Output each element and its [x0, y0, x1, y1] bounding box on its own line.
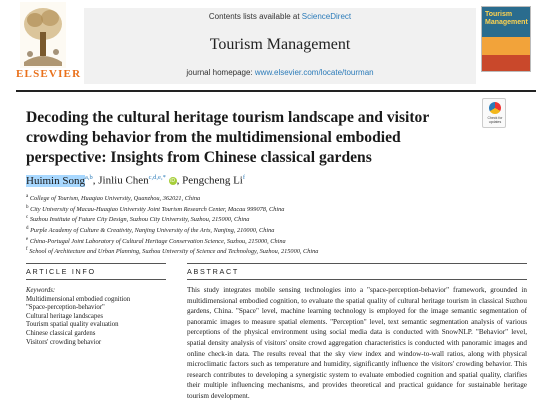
author-affiliation-marks[interactable]: a,b [84, 174, 93, 181]
keywords-section [26, 287, 166, 347]
journal-header [0, 0, 553, 88]
sciencedirect-link[interactable]: ScienceDirect [301, 12, 352, 21]
journal-title[interactable]: Tourism Management [209, 36, 351, 53]
keyword-item: Tourism spatial quality evaluation [26, 321, 119, 329]
homepage-line [84, 68, 476, 77]
journal-banner [84, 8, 476, 84]
article-info-top-rule [26, 263, 166, 264]
author-list: Huimin Song$^{a,b}$, Jinliu Chen$^{c,d,e,*}$ iD , Pengcheng Li$^f$ [26, 174, 246, 187]
affiliation-item: $^f$ School of Architecture and Urban Planning, Suzhou University of Science and Technology, Suzhou, 215000, China [26, 247, 319, 256]
journal-cover-thumbnail[interactable] [481, 6, 531, 72]
affiliation-list [26, 193, 506, 257]
keyword-item: Chinese classical gardens [26, 329, 96, 337]
crossmark-icon [489, 102, 501, 114]
cover-graphic-lower [482, 55, 531, 72]
affiliation-item: $^d$ Purple Academy of Culture & Creativity, Nanjing University of the Arts, Nanjing, 210000, China [26, 226, 275, 235]
affiliation-item: $^a$ College of Tourism, Huaqiao University, Quanzhou, 362021, China [26, 194, 201, 203]
affiliation-item: $^c$ Suzhou Institute of Future City Design, Suzhou City University, Suzhou, 215000, China [26, 215, 250, 224]
author-affiliation-marks[interactable]: f [242, 174, 246, 181]
check-for-updates-button[interactable] [482, 98, 506, 128]
article-info-heading: ARTICLE INFO [26, 267, 96, 276]
author-name[interactable]: Pengcheng Li [182, 174, 243, 187]
abstract-body: This study integrates mobile sensing technologies into a "space-perception-behavior" framework, grounded in multidimensional embodied cognition, to evaluate the spatial quality of cultural heritage tourism in classical Suzhou gardens, China. "Space" level, machine learning technology is employed for the image semantic segmentation of panoramic images to measure spatial elements. "Perception" level, text semantic segmentation analysis of various perceptions of the physical environment using social media data is conducted with SnowNLP. "Behavior" level, spatial density analysis of visitors' onsite crowd aggregation characteristics is conducted with panoramic images and online check-in data. The results reveal that the sky view index and window-to-wall ratios, along with physical microclimatic factors such as temperature and humidity, significantly influence the visitors' crowding behavior. This research contributes to developing a synergistic system to evaluate embodied cognition and spatial quality, clarifies their multiple influencing mechanisms, and provides theoretical and practical guidance for sustainable heritage tourism development. [187, 286, 527, 400]
author-name[interactable]: Jinliu Chen [98, 174, 149, 187]
abstract-heading: ABSTRACT [187, 267, 239, 276]
cover-title: Tourism Management [485, 11, 528, 26]
orcid-icon[interactable]: iD [170, 178, 175, 185]
article-title: Decoding the cultural heritage tourism landscape and visitor crowding behavior from the multidimensional embodied perspective: Insights from Chinese classical gardens [26, 109, 429, 166]
keyword-item: "Space-perception-behavior" [26, 304, 105, 312]
affiliation-item: $^e$ China-Portugal Joint Laboratory of Cultural Heritage Conservation Science, Suzhou, 215000, China [26, 236, 286, 245]
header-divider [16, 90, 536, 92]
elsevier-tree-logo [20, 2, 66, 68]
affiliation-item: $^b$ City University of Macau-Huaqiao University Joint Tourism Research Center, Macau 999078, China [26, 204, 285, 213]
author-name[interactable]: Huimin Song [26, 174, 85, 187]
contents-line [84, 12, 476, 21]
keywords-label: Keywords: [26, 287, 56, 294]
contents-prefix: Contents lists available at [208, 12, 302, 21]
keyword-item: Visitors' crowding behavior [26, 338, 102, 346]
keyword-item: Cultural heritage landscapes [26, 312, 104, 320]
publisher-name: ELSEVIER [16, 68, 82, 80]
keyword-item: Multidimensional embodied cognition [26, 295, 131, 303]
check-updates-label: Check for updates [487, 116, 503, 124]
homepage-prefix: journal homepage: [186, 68, 255, 77]
cover-graphic [482, 37, 531, 55]
author-affiliation-marks[interactable]: c,d,e,* [148, 174, 166, 181]
abstract-bottom-rule [187, 279, 527, 280]
abstract-top-rule [187, 263, 527, 264]
article-info-bottom-rule [26, 279, 166, 280]
journal-homepage-link[interactable]: www.elsevier.com/locate/tourman [254, 68, 374, 77]
